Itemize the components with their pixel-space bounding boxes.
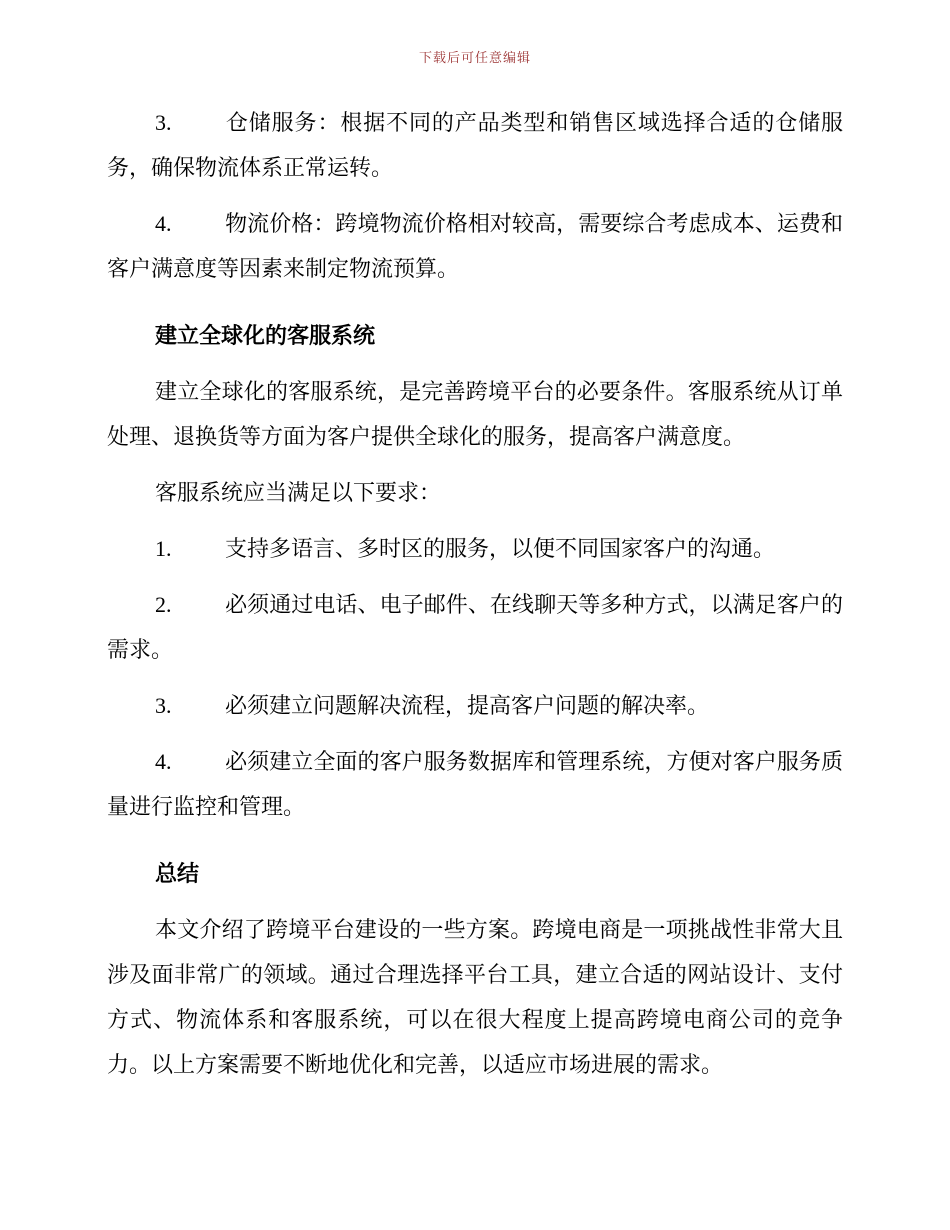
list-text: 物流价格：跨境物流价格相对较高，需要综合考虑成本、运费和客户满意度等因素来制定物流预算。 [107, 211, 843, 281]
list-text: 必须建立问题解决流程，提高客户问题的解决率。 [225, 693, 710, 718]
section-heading-summary: 总结 [155, 861, 200, 886]
list-item [107, 739, 843, 829]
paragraph-service-intro: 建立全球化的客服系统，是完善跨境平台的必要条件。客服系统从订单处理、退换货等方面为客户提供全球化的服务，提高客户满意度。 [107, 379, 843, 449]
list-text: 必须通过电话、电子邮件、在线聊天等多种方式，以满足客户的需求。 [107, 592, 843, 662]
page-header-note: 下载后可任意编辑 [418, 50, 531, 65]
list-number: 1. [155, 536, 172, 561]
list-number: 3. [155, 110, 172, 135]
list-number: 4. [155, 749, 172, 774]
document-content [107, 100, 843, 1087]
list-text: 仓储服务：根据不同的产品类型和销售区域选择合适的仓储服务，确保物流体系正常运转。 [107, 110, 843, 180]
list-text: 支持多语言、多时区的服务，以便不同国家客户的沟通。 [225, 536, 776, 561]
list-item [107, 201, 843, 291]
paragraph-summary: 本文介绍了跨境平台建设的一些方案。跨境电商是一项挑战性非常大且涉及面非常广的领域。通过合理选择平台工具，建立合适的网站设计、支付方式、物流体系和客服系统，可以在很大程度上提高跨境电商公司的竞争力。以上方案需要不断地优化和完善，以适应市场进展的需求。 [107, 917, 843, 1077]
paragraph-service-requirements: 客服系统应当满足以下要求： [155, 480, 442, 505]
list-number: 2. [155, 592, 172, 617]
list-item [107, 582, 843, 672]
list-item [107, 683, 843, 728]
list-text: 必须建立全面的客户服务数据库和管理系统，方便对客户服务质量进行监控和管理。 [107, 749, 843, 819]
section-heading-customer-service: 建立全球化的客服系统 [155, 323, 376, 348]
list-item [107, 100, 843, 190]
list-number: 3. [155, 693, 172, 718]
list-number: 4. [155, 211, 172, 236]
list-item [107, 526, 843, 571]
